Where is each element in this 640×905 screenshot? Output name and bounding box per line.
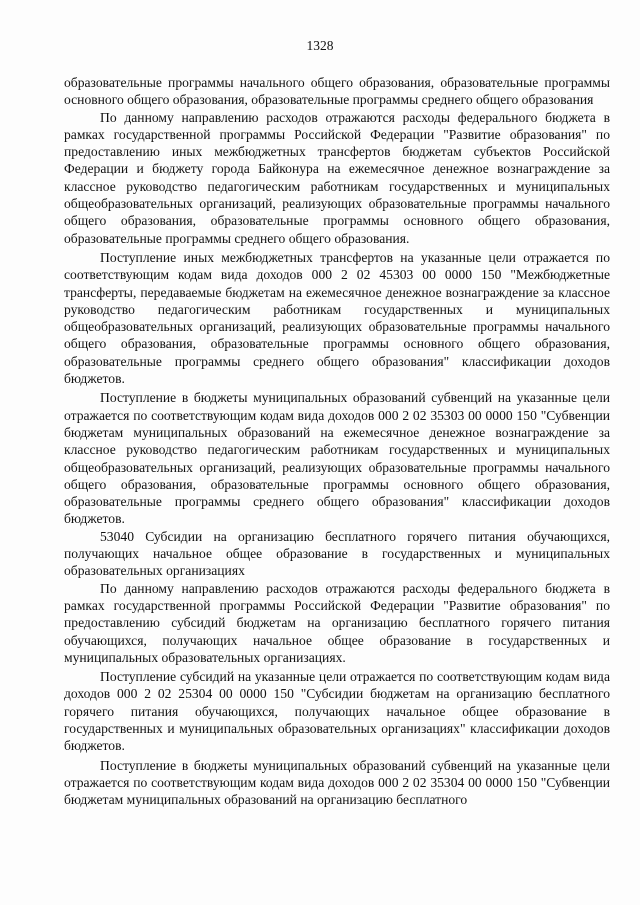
paragraph-4: Поступление в бюджеты муниципальных образований субвенций на указанные цели отражается по соответствующим кодам вида доходов 000 2 02 35303 00 0000 150 "Субвенции бюджетам муниципальных образований на ежемесячное денежное вознаграждение за классное руководство педагогическим работникам государственных и муниципальных общеобразовательных организаций, реализующих образовательные программы начального общего образования, образовательные программы основного общего образования, образовательные программы среднего общего образования" классификации доходов бюджетов. bbox=[64, 390, 610, 527]
paragraph-8: Поступление в бюджеты муниципальных образований субвенций на указанные цели отражается по соответствующим кодам вида доходов 000 2 02 35304 00 0000 150 "Субвенции бюджетам муниципальных образований на организацию бесплатного bbox=[64, 757, 610, 808]
paragraph-6: По данному направлению расходов отражаются расходы федерального бюджета в рамках государственной программы Российской Федерации "Развитие образования" по предоставлению субсидий бюджетам на организацию бесплатного горячего питания обучающихся, получающих начальное общее образование в государственных и муниципальных образовательных организациях. bbox=[64, 580, 610, 665]
paragraph-7: Поступление субсидий на указанные цели отражается по соответствующим кодам вида доходов 000 2 02 25304 00 0000 150 "Субсидии бюджетам на организацию бесплатного горячего питания обучающихся, получающих начальное общее образование в государственных и муниципальных образовательных организациях" классификации доходов бюджетов. bbox=[64, 669, 610, 754]
paragraph-2: По данному направлению расходов отражаются расходы федерального бюджета в рамках государственной программы Российской Федерации "Развитие образования" по предоставлению иных межбюджетных трансфертов бюджетам субъектов Российской Федерации и бюджету города Байконура на ежемесячное денежное вознаграждение за классное руководство педагогическим работникам государственных и муниципальных общеобразовательных организаций, реализующих образовательные программы начального общего образования, образовательные программы основного общего образования, образовательные программы среднего общего образования. bbox=[64, 109, 610, 246]
section-heading-53040: 53040 Субсидии на организацию бесплатного горячего питания обучающихся, получающих начальное общее образование в государственных и муниципальных образовательных организациях bbox=[64, 528, 610, 579]
document-body bbox=[64, 74, 610, 808]
paragraph-1: образовательные программы начального общего образования, образовательные программы основного общего образования, образовательные программы среднего общего образования bbox=[64, 75, 610, 108]
page-number: 1328 bbox=[306, 38, 334, 53]
paragraph-3: Поступление иных межбюджетных трансфертов на указанные цели отражается по соответствующим кодам вида доходов 000 2 02 45303 00 0000 150 "Межбюджетные трансферты, передаваемые бюджетам на ежемесячное денежное вознаграждение за классное руководство педагогическим работникам государственных и муниципальных общеобразовательных организаций, реализующих образовательные программы начального общего образования, образовательные программы основного общего образования, образовательные программы среднего общего образования" классификации доходов бюджетов. bbox=[64, 249, 610, 387]
